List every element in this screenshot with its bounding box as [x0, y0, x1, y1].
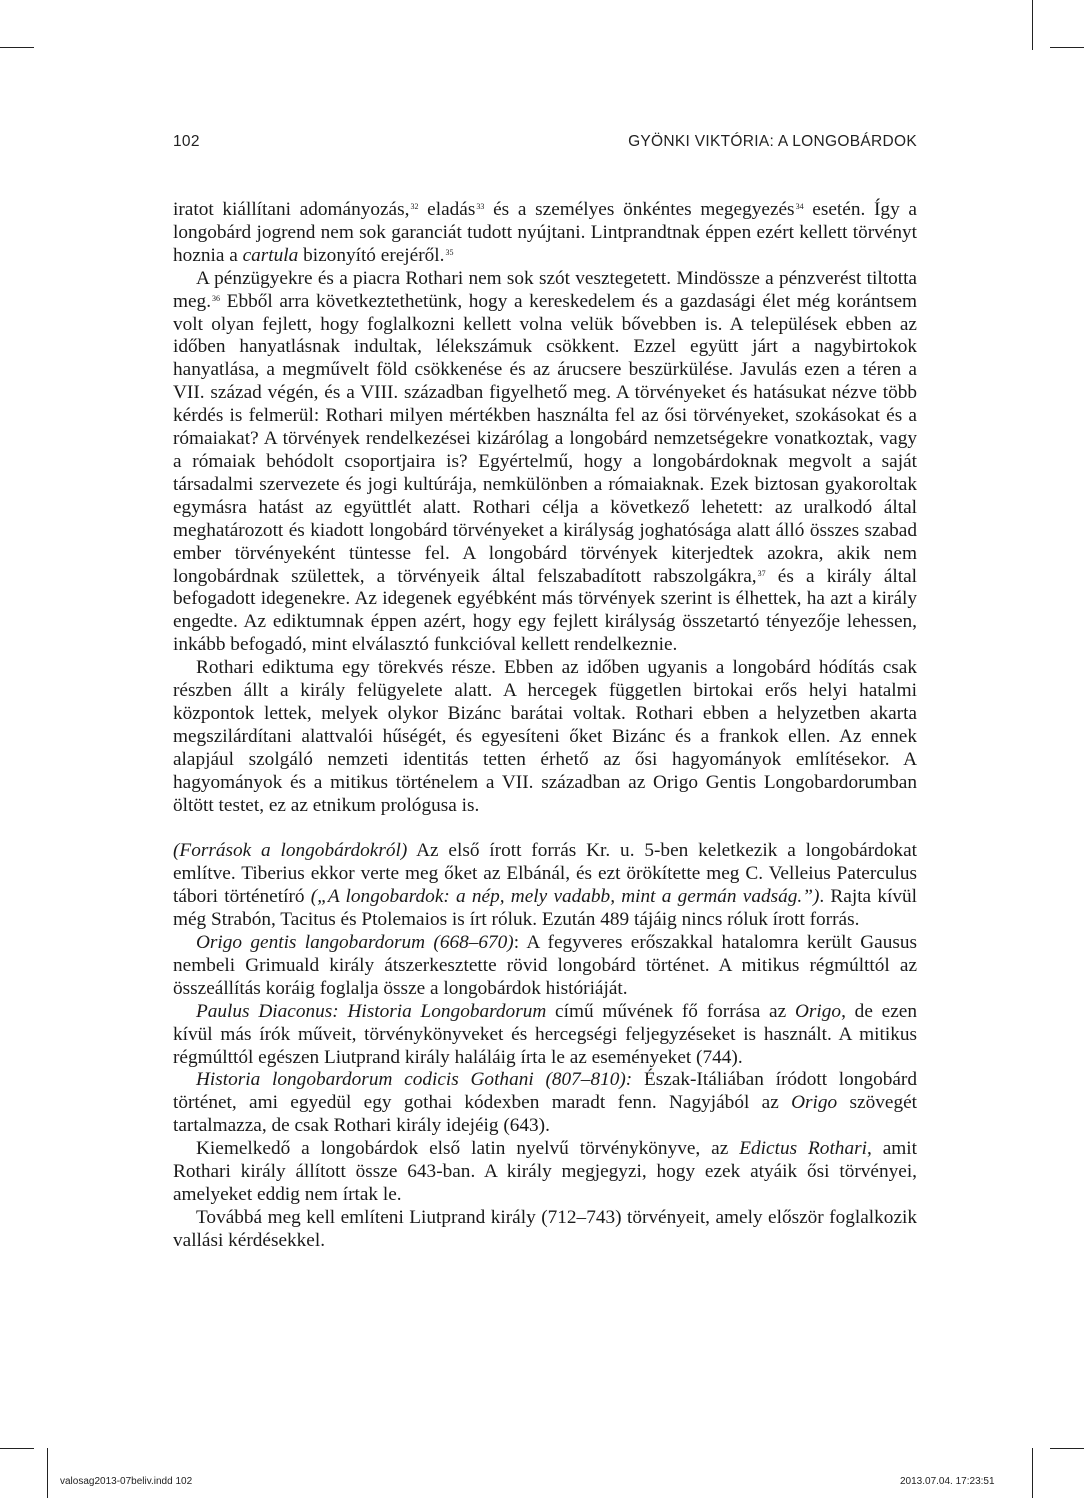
- italic-text: Origo gentis langobardorum (668–670): [196, 931, 514, 953]
- text-run: , amit Rothari király állított össze 643-ban. A király megjegyzi, hogy ezek atyáik ősi törvényei, amelyeket eddig nem írtak le.: [173, 1138, 917, 1205]
- text-run: és a király által befogadott idegenekre. Az idegenek egyébként más törvények szerint is élhettek, ha azt a király engedte. Az ediktumnak éppen azért, hogy egy fejlett királyság összetartó tényezője lehessen, inkább befogadó, mint elválasztó funkcióval kellett rendelkeznie.: [173, 565, 918, 656]
- paragraph: [173, 1207, 917, 1253]
- italic-text: cartula: [242, 244, 299, 266]
- italic-text: („A longobardok: a nép, mely vadabb, mint a germán vadság.”): [310, 886, 820, 908]
- text-run: és a személyes önkéntes megegyezés: [484, 199, 795, 220]
- paragraph: [173, 268, 917, 657]
- crop-mark: [0, 1448, 34, 1449]
- text-run: Rothari ediktuma egy törekvés része. Ebben az időben ugyanis a longobárd hódítás csak részben állt a király felügyelete alatt. A hercegek független birtokai erős helyi hatalmi központok lettek, melyek olykor Bizánc barátai voltak. Rothari ebben a helyzetben akarta megszilárdítani alattvalói hűségét, és egyesíteni őket Bizánc és a frankok ellen. Az ennek alapjául szolgáló nemzeti identitás tetten érhető az ősi hagyományok említésekor. A hagyományok és a mitikus történelem a VII. században az Origo Gentis Longobardorumban öltött testet, ez az etnikum prológusa is.: [173, 657, 917, 816]
- footer-timestamp: 2013.07.04. 17:23:51: [900, 1476, 995, 1487]
- footer-file-info: valosag2013-07beliv.indd 102: [60, 1476, 193, 1487]
- text-run: bizonyító erejéről.: [298, 244, 445, 266]
- italic-text: Paulus Diaconus: Historia Longobardorum: [196, 1000, 547, 1022]
- paragraph: [173, 1138, 917, 1207]
- crop-mark: [0, 47, 34, 48]
- text-run: Az első írott forrás Kr. u. 5-ben keletkezik a longobárdokat említve. Tiberius ekkor verte meg őket az Elbánál, és ezt örökítette meg C. Velleius Paterculus tábori történetíró: [173, 840, 917, 908]
- text-run: szövegét tartalmazza, de csak Rothari király idejéig (643).: [173, 1092, 918, 1137]
- text-run: , de ezen kívül más írók műveit, törvénykönyveket és hercegségi feljegyzéseket is használt. A mitikus régmúlttól egészen Liutprand király haláláig írta le az eseményeket (744).: [173, 1000, 917, 1068]
- footnote-ref: 37: [757, 568, 766, 578]
- crop-mark: [47, 1448, 48, 1498]
- section-paragraph: [173, 840, 917, 932]
- italic-text: Edictus Rothari: [739, 1138, 867, 1160]
- italic-text: Origo: [791, 1092, 838, 1114]
- text-run: iratot kiállítani adományozás,: [173, 199, 410, 220]
- paragraph: [173, 932, 917, 1001]
- text-run: esetén. Így a longobárd jogrend nem sok garanciát tudott nyújtani. Lintprandtnak éppen ezért kellett törvényt hoznia a: [173, 199, 917, 266]
- running-header: [173, 133, 917, 155]
- running-title: GYÖNKI VIKTÓRIA: A LONGOBÁRDOK: [628, 133, 917, 150]
- crop-mark: [1050, 1448, 1084, 1449]
- crop-mark: [1032, 0, 1033, 50]
- footnote-ref: 36: [212, 293, 221, 303]
- text-run: : A fegyveres erőszakkal hatalomra került Gausus nembeli Grimuald király átszerkesztette rövid longobárd történet. A mitikus régmúlttól az összeállítás koráig foglalja össze a longobárdok históriáját.: [173, 931, 917, 999]
- crop-mark: [1050, 47, 1084, 48]
- text-run: A pénzügyekre és a piacra Rothari nem sok szót vesztegetett. Mindössze a pénzverést tiltotta meg.: [173, 267, 917, 312]
- footnote-ref: 33: [476, 202, 485, 211]
- text-run: című művének fő forrása az: [546, 1000, 795, 1022]
- text-run: eladás: [418, 199, 476, 220]
- paragraph: [173, 1001, 917, 1070]
- crop-mark: [1032, 1448, 1033, 1498]
- italic-text: Origo: [794, 1000, 842, 1022]
- text-run: Észak-Itáliában íródott longobárd történet, ami egyedül egy gothai kódexben maradt fenn. Nagyjából az: [173, 1069, 917, 1114]
- text-run: Továbbá meg kell említeni Liutprand király (712–743) törvényeit, amely először foglalkozik vallási kérdésekkel.: [173, 1206, 917, 1251]
- text-run: . Rajta kívül még Strabón, Tacitus és Ptolemaios is írt róluk. Ezután 489 tájáig nincs róluk írott forrás.: [173, 886, 917, 931]
- footnote-ref: 32: [410, 202, 419, 211]
- page-number: 102: [173, 133, 200, 150]
- footnote-ref: 34: [795, 202, 804, 211]
- body-text: [173, 199, 917, 1253]
- paragraph: [173, 199, 917, 268]
- text-run: Ebből arra következtethetünk, hogy a kereskedelem és a gazdasági élet még korántsem volt olyan fejlett, hogy foglalkozni kellett volna velük bővebben is. A települések ebben az időben hanyatlásnak indultak, lélekszámuk csökkent. Ezzel együtt járt a nagybirtokok hanyatlása, a megművelt föld csökkenése és az árucsere beszürkülése. Javulás ezen a téren a VII. század végén, és a VIII. században figyelhető meg. A törvényeket és hatásukat nézve több kérdés is felmerül: Rothari milyen mértékben használta fel az ősi törvényeket, szokásokat és a rómaiakat? A törvények rendelkezései kizárólag a longobárd nemzetségekre vonatkoztak, vagy a rómaiak behódolt csoportjaira is? Egyértelmű, hogy a longobárdoknak megvolt a saját társadalmi szervezete és jogi kultúrája, nemkülönben a rómaiaknak. Ezek biztosan gyakoroltak egymásra hatást az együttlét alatt. Rothari célja a következő lehetett: az uralkodó által meghatározott és kiadott longobárd törvényeket a királyság joghatósága alatt álló összes szabad ember törvényeként tüntesse fel. A longobárd törvények kiterjedtek azokra, akik nem longobárdnak születtek, a törvényeik által felszabadított rabszolgákra,: [173, 290, 917, 587]
- paragraph: [173, 1069, 917, 1138]
- paragraph: [173, 657, 917, 817]
- footnote-ref: 35: [445, 247, 454, 257]
- text-run: Kiemelkedő a longobárdok első latin nyelvű törvénykönyve, az: [196, 1138, 740, 1160]
- italic-text: (Források a longobárdokról): [173, 840, 408, 862]
- italic-text: Historia longobardorum codicis Gothani (807–810):: [196, 1069, 633, 1091]
